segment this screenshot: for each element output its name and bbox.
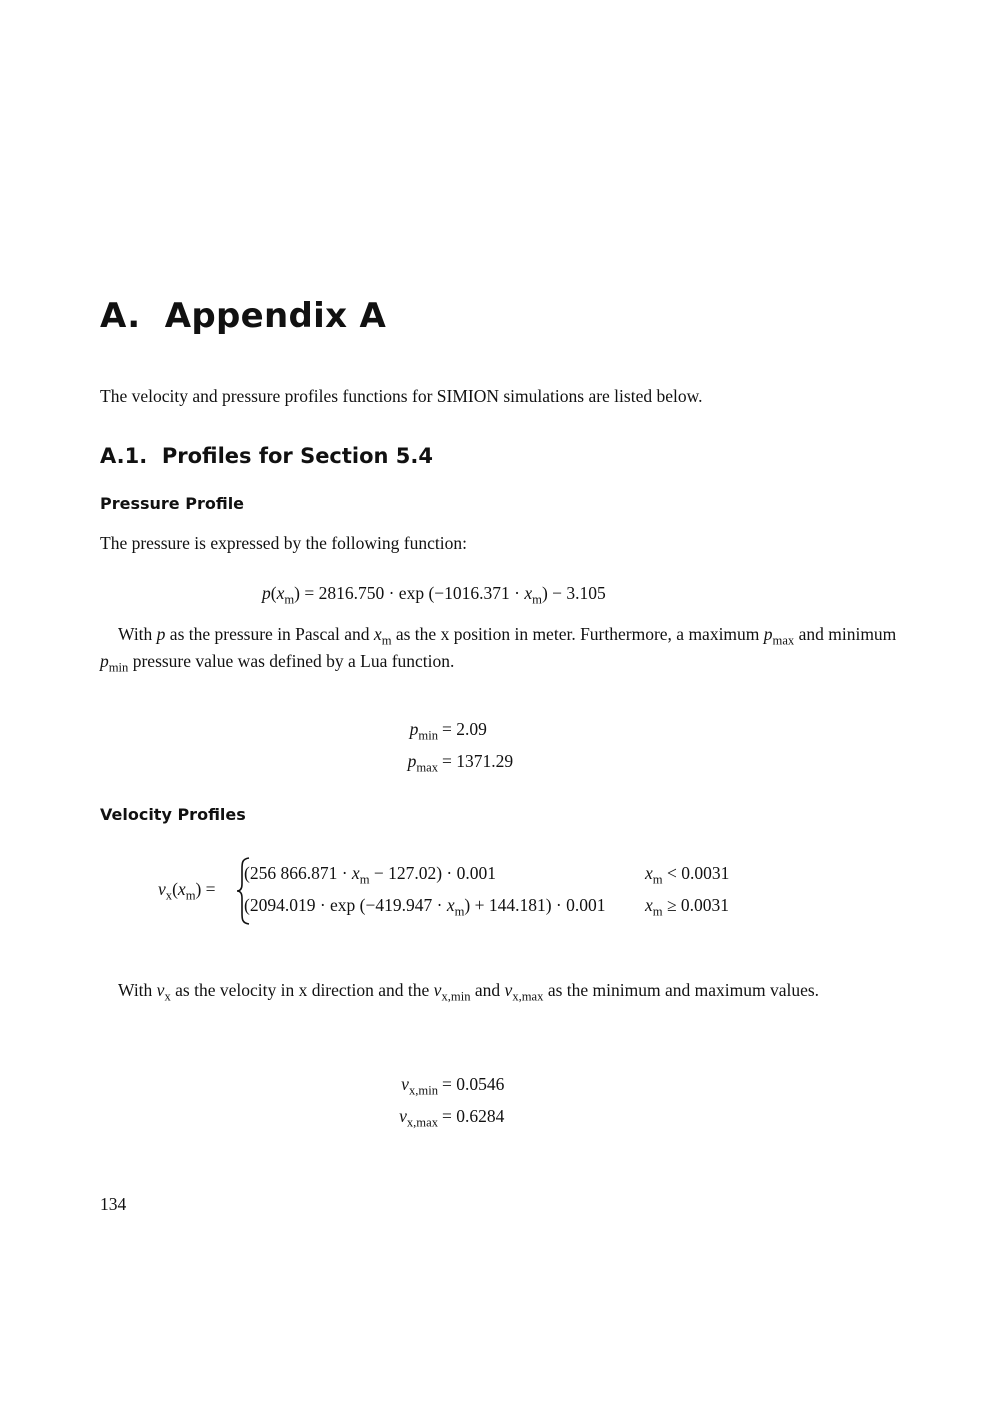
- pressure-heading: Pressure Profile: [100, 494, 245, 513]
- math-var: v: [401, 1074, 409, 1094]
- text: as the pressure in Pascal and: [165, 624, 374, 644]
- eq-var: p: [262, 583, 271, 603]
- pressure-explanation: [100, 621, 900, 675]
- math-sub: x: [164, 989, 171, 1004]
- velocity-heading: Velocity Profiles: [100, 805, 246, 824]
- eq-text: < 0.0031: [662, 863, 730, 883]
- math-sub: m: [185, 888, 196, 903]
- section-number: A.1.: [100, 444, 148, 468]
- eq-sub: m: [284, 592, 295, 607]
- math-var: x: [645, 863, 653, 883]
- pmin-value: = 2.09: [442, 719, 487, 739]
- eq-var: x: [276, 583, 285, 603]
- intro-paragraph: The velocity and pressure profiles functions for SIMION simulations are listed below.: [100, 386, 703, 406]
- pressure-equation: $p(x_m) = 2816.750 \cdot \exp (-1016.371 \cdot x_m) - 3.105$: [262, 583, 606, 607]
- section-title-text: Profiles for Section 5.4: [161, 444, 434, 468]
- velocity-case-2-expr: [244, 895, 606, 919]
- math-sub: x,min: [441, 989, 471, 1004]
- eq-text: ) =: [195, 879, 216, 899]
- eq-text: (2094.019 · exp (−419.947 ·: [244, 895, 447, 915]
- text: With: [118, 624, 157, 644]
- math-var: v: [399, 1106, 407, 1126]
- math-sub: m: [454, 904, 465, 919]
- velocity-case-1-expr: [244, 863, 497, 887]
- math-var: x: [177, 879, 186, 899]
- pressure-lead: The pressure is expressed by the following function:: [100, 533, 467, 553]
- text: pressure value was defined by a Lua function.: [128, 651, 455, 671]
- math-var: x: [351, 863, 360, 883]
- math-var: v: [504, 980, 513, 1000]
- eq-text: ) − 3.105: [541, 583, 606, 603]
- vmin-value: = 0.0546: [442, 1074, 505, 1094]
- math-var: p: [156, 624, 166, 644]
- eq-text: ≥ 0.0031: [662, 895, 730, 915]
- chapter-title-text: Appendix A: [164, 296, 387, 336]
- pmax-lhs: [388, 751, 438, 775]
- eq-text: ) = 2816.750 · exp (−1016.371 ·: [294, 583, 525, 603]
- text: and minimum: [794, 624, 897, 644]
- math-sub: m: [359, 872, 370, 887]
- text: as the velocity in x direction and the: [170, 980, 434, 1000]
- page-number: 134: [100, 1194, 127, 1214]
- math-var: p: [100, 651, 109, 671]
- math-var: p: [409, 719, 419, 739]
- chapter-title: [100, 296, 386, 336]
- math-var: x: [645, 895, 653, 915]
- velocity-explanation: [100, 977, 900, 1004]
- math-sub: m: [381, 633, 392, 648]
- math-sub: x,max: [406, 1115, 438, 1130]
- pmax-value: = 1371.29: [442, 751, 514, 771]
- math-var: p: [407, 751, 417, 771]
- math-var: v: [156, 980, 165, 1000]
- math-var: v: [158, 879, 166, 899]
- math-sub: m: [652, 904, 663, 919]
- chapter-number: A.: [100, 296, 141, 336]
- velocity-case-1-cond: [645, 863, 730, 887]
- math-var: x: [373, 624, 382, 644]
- math-sub: m: [652, 872, 663, 887]
- math-sub: min: [108, 660, 129, 675]
- math-sub: x: [165, 888, 173, 903]
- math-sub: min: [418, 728, 438, 743]
- math-sub: max: [416, 760, 438, 775]
- text: With: [118, 980, 157, 1000]
- eq-text: ) + 144.181) · 0.001: [464, 895, 606, 915]
- eq-var: x: [524, 583, 533, 603]
- math-sub: x,max: [512, 989, 544, 1004]
- vmax-lhs: [380, 1106, 438, 1130]
- vmax-value: = 0.6284: [442, 1106, 505, 1126]
- math-sub: max: [772, 633, 795, 648]
- math-sub: x,min: [408, 1083, 438, 1098]
- section-title: [100, 444, 433, 468]
- velocity-case-2-cond: [645, 895, 730, 919]
- eq-text: − 127.02) · 0.001: [369, 863, 497, 883]
- math-var: p: [763, 624, 773, 644]
- eq-sub: m: [532, 592, 542, 607]
- eq-text: (256 866.871 ·: [244, 863, 352, 883]
- text: and: [470, 980, 505, 1000]
- text: as the x position in meter. Furthermore, a maximum: [391, 624, 764, 644]
- velocity-equation-lhs: $v_x(x_m)$ =: [158, 879, 216, 903]
- text: as the minimum and maximum values.: [543, 980, 820, 1000]
- pmin-lhs: [392, 719, 438, 743]
- math-var: x: [446, 895, 455, 915]
- vmin-lhs: [384, 1074, 438, 1098]
- math-var: v: [433, 980, 442, 1000]
